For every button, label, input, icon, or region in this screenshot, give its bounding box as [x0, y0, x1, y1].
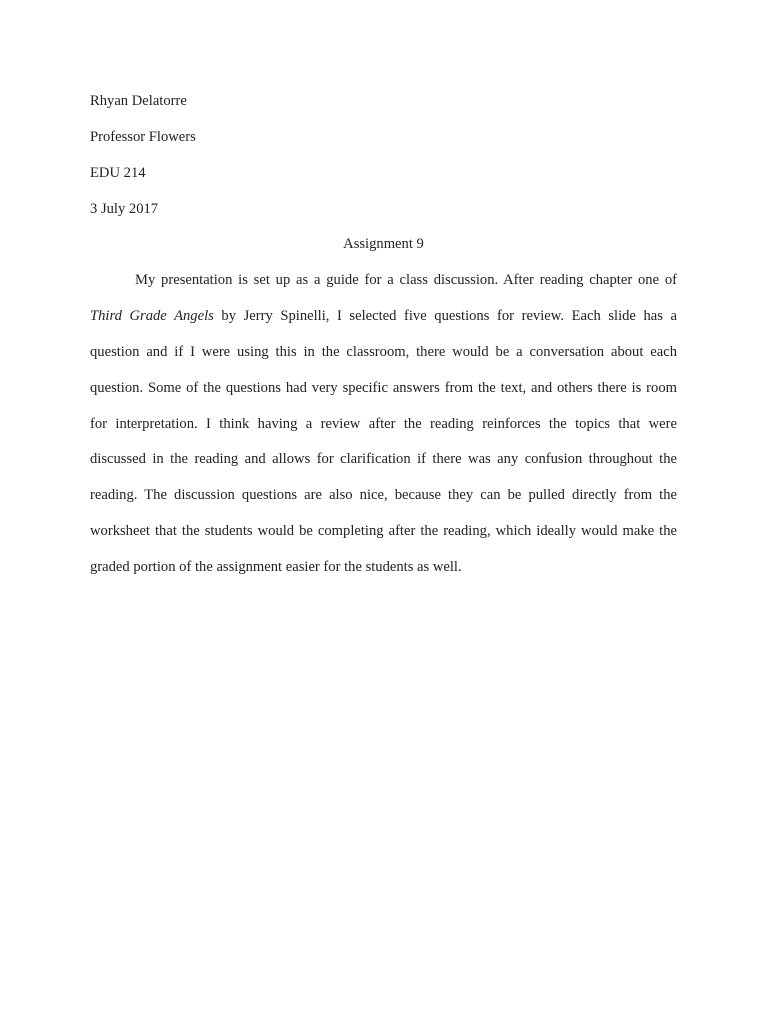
instructor-name: Professor Flowers	[90, 128, 196, 145]
paragraph-line: question and if I were using this in the classroom, there would be a conversation about each	[90, 343, 677, 360]
paragraph-line: question. Some of the questions had very specific answers from the text, and others there is room	[90, 379, 677, 396]
book-title: Third Grade Angels	[90, 308, 214, 325]
paragraph-line: discussed in the reading and allows for clarification if there was any confusion throughout the	[90, 451, 677, 468]
student-name: Rhyan Delatorre	[90, 93, 187, 109]
paragraph-line: for interpretation. I think having a review after the reading reinforces the topics that were	[90, 415, 677, 432]
paragraph-line: graded portion of the assignment easier for the students as well.	[90, 558, 462, 575]
paragraph-line: My presentation is set up as a guide for a class discussion. After reading chapter one of	[135, 272, 677, 289]
paragraph	[90, 263, 677, 586]
document-body	[90, 84, 677, 586]
assignment-title: Assignment 9	[343, 236, 424, 253]
paragraph-line: reading. The discussion questions are also nice, because they can be pulled directly from the	[90, 487, 677, 504]
paragraph-line-text: by Jerry Spinelli, I selected five questions for review. Each slide has a	[213, 308, 677, 325]
paragraph-line	[90, 299, 677, 335]
date: 3 July 2017	[90, 200, 159, 217]
course-code: EDU 214	[90, 164, 146, 181]
paragraph-line: worksheet that the students would be completing after the reading, which ideally would make the	[90, 523, 677, 540]
